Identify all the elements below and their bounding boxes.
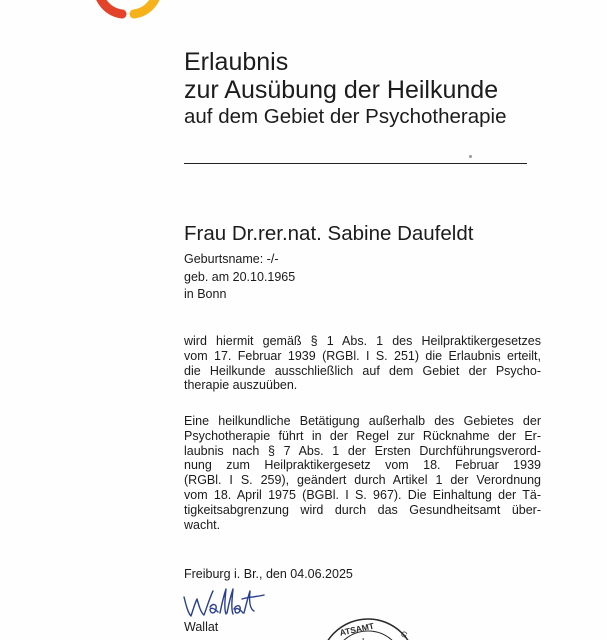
signer-name: Wallat — [184, 620, 219, 634]
handwritten-signature — [180, 583, 290, 623]
restriction-line: wacht. — [184, 517, 221, 532]
svg-text:ATSAMT: ATSAMT — [338, 620, 375, 638]
restriction-line: Eine heilkundliche Betätigung außerhalb des Gebietes der — [184, 414, 541, 428]
grant-paragraph — [184, 334, 541, 393]
rule-mark — [469, 155, 472, 158]
restriction-line: Psychotherapie führt in der Regel zur Rücknahme der Er- — [184, 428, 541, 443]
title-line-2: zur Ausübung der Heilkunde — [184, 76, 499, 104]
birth-place: in Bonn — [184, 287, 227, 301]
grant-line: therapie auszuüben. — [184, 378, 298, 393]
organization-logo — [88, 0, 168, 22]
grant-line: die Heilkunde ausschließlich auf dem Gebiet der Psycho- — [184, 363, 541, 378]
birth-date: geb. am 20.10.1965 — [184, 269, 296, 284]
restriction-line: nung zum Heilpraktikergesetz vom 18. Februar 1939 — [184, 458, 541, 473]
svg-text:G: G — [399, 629, 410, 640]
birth-name: Geburtsname: -/- — [184, 252, 279, 266]
title-divider — [184, 163, 527, 164]
title-line-1: Erlaubnis — [184, 48, 289, 76]
recipient-name: Frau Dr.rer.nat. Sabine Daufeldt — [184, 222, 474, 245]
title-line-3: auf dem Gebiet der Psychotherapie — [184, 105, 507, 128]
restriction-line: (RGBl. I S. 259), geändert durch Artikel 1 der Verordnung — [184, 473, 541, 488]
official-stamp — [318, 612, 428, 640]
grant-line: wird hiermit gemäß § 1 Abs. 1 des Heilpraktikergesetzes — [184, 334, 541, 348]
restriction-line: laubnis nach § 7 Abs. 1 der Ersten Durchführungsverord- — [184, 443, 541, 458]
place-and-date: Freiburg i. Br., den 04.06.2025 — [184, 567, 353, 581]
document-title — [184, 48, 507, 130]
restriction-line: tigkeitsabgrenzung wird durch das Gesundheitsamt über- — [184, 502, 541, 517]
restriction-line: vom 18. April 1975 (BGBl. I S. 967). Die Einhaltung der Tä- — [184, 487, 541, 502]
restriction-paragraph — [184, 414, 541, 532]
personal-details — [184, 251, 295, 304]
grant-line: vom 17. Februar 1939 (RGBl. I S. 251) die Erlaubnis erteilt, — [184, 348, 541, 363]
